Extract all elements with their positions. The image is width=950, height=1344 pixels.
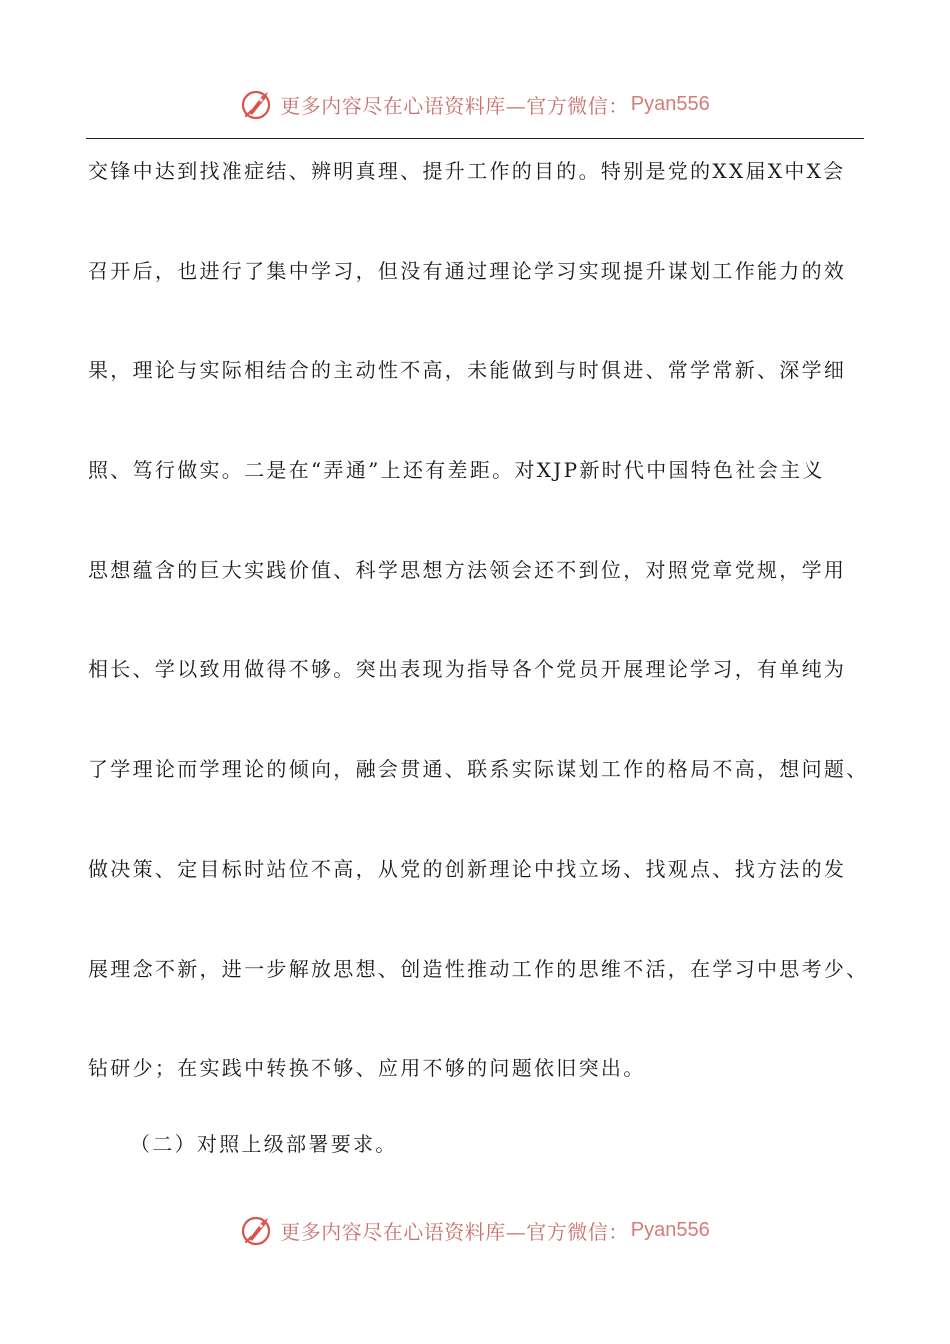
body-line: 做决策、定目标时站位不高，从党的创新理论中找立场、找观点、找方法的发	[88, 856, 847, 881]
footer-watermark	[0, 1210, 950, 1250]
body-line: 召开后，也进行了集中学习，但没有通过理论学习实现提升谋划工作能力的效	[88, 258, 847, 283]
footer-wechat-handle: Pyan556	[630, 1218, 710, 1241]
section-heading: （二）对照上级部署要求。	[130, 1132, 398, 1156]
body-line: 照、笃行做实。二是在“弄通”上还有差距。对XJP新时代中国特色社会主义	[88, 458, 825, 483]
header-brand-text: 更多内容尽在心语资料库—官方微信：	[280, 93, 629, 118]
pen-nib-logo-icon	[240, 1213, 274, 1247]
header-wechat-handle: Pyan556	[630, 92, 710, 115]
body-line: 相长、学以致用做得不够。突出表现为指导各个党员开展理论学习，有单纯为	[88, 657, 847, 682]
document-body	[88, 148, 869, 1145]
body-line: 果，理论与实际相结合的主动性不高，未能做到与时俱进、常学常新、深学细	[88, 358, 847, 383]
header-watermark	[0, 84, 950, 124]
footer-brand-text: 更多内容尽在心语资料库—官方微信：	[280, 1219, 629, 1244]
pen-nib-logo-icon	[240, 87, 274, 121]
body-line: 展理念不新，进一步解放思想、创造性推动工作的思维不活，在学习中思考少、	[88, 956, 869, 981]
body-line: 钻研少；在实践中转换不够、应用不够的问题依旧突出。	[88, 1056, 646, 1081]
header-divider	[86, 138, 864, 139]
body-line: 了学理论而学理论的倾向，融会贯通、联系实际谋划工作的格局不高，想问题、	[88, 757, 869, 782]
body-line: 思想蕴含的巨大实践价值、科学思想方法领会还不到位，对照党章党规，学用	[88, 557, 847, 582]
body-line: 交锋中达到找准症结、辨明真理、提升工作的目的。特别是党的XX届X中X会	[88, 159, 846, 183]
